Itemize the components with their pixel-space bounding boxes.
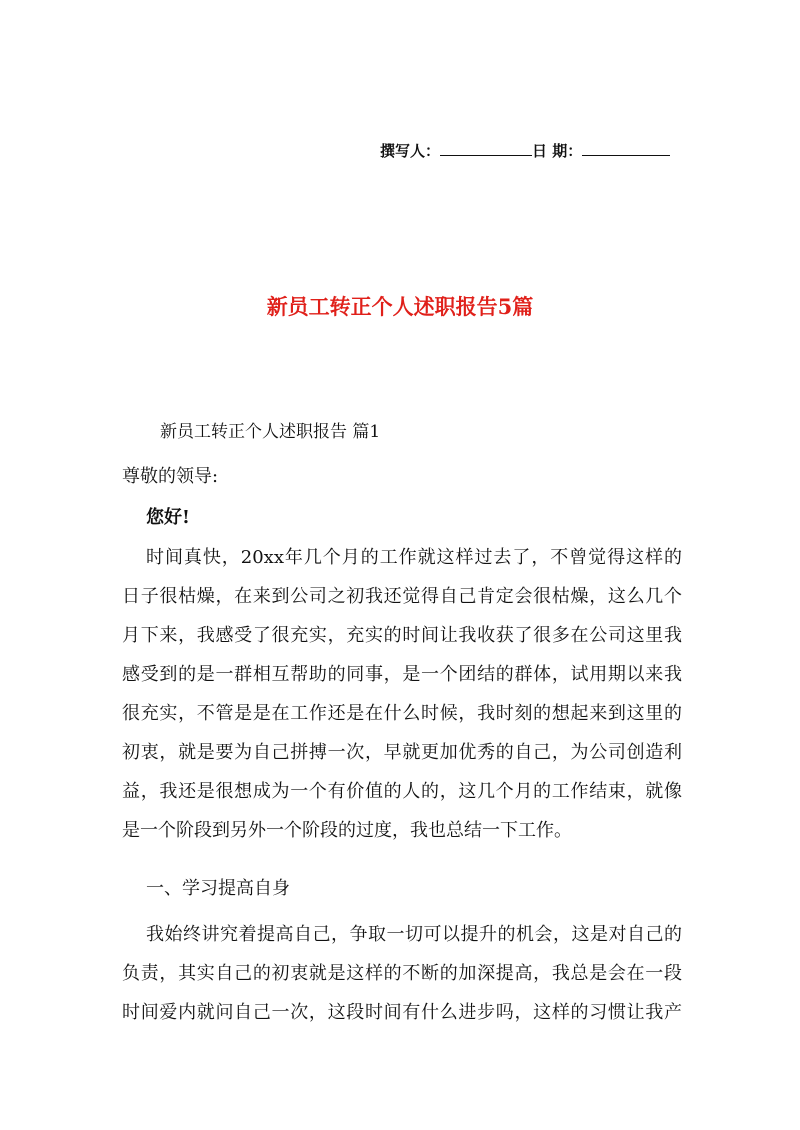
greeting: 您好!: [146, 507, 190, 528]
paragraph-line: 益，我还是很想成为一个有价值的人的，这几个月的工作结束，就像: [122, 781, 682, 802]
paragraph-line: 月下来，我感受了很充实，充实的时间让我收获了很多在公司这里我: [122, 625, 682, 646]
salutation: 尊敬的领导:: [122, 466, 219, 487]
paragraph-line: 很充实，不管是是在工作还是在什么时候，我时刻的想起来到这里的: [122, 703, 682, 724]
document-title: 新员工转正个人述职报告5篇: [266, 294, 534, 319]
paragraph-line: 日子很枯燥，在来到公司之初我还觉得自己肯定会很枯燥，这么几个: [122, 586, 682, 607]
date-blank: [582, 141, 670, 156]
paragraph-line: 时间真快，20xx年几个月的工作就这样过去了，不曾觉得这样的: [146, 547, 682, 568]
author-blank: [440, 141, 532, 156]
paragraph-line: 初衷，就是要为自己拼搏一次，早就更加优秀的自己，为公司创造利: [122, 742, 682, 763]
date-label: 日 期：: [532, 142, 583, 160]
paragraph-line: 我始终讲究着提高自己，争取一切可以提升的机会，这是对自己的: [146, 924, 682, 945]
paragraph-1: [122, 538, 682, 850]
paragraph-line: 感受到的是一群相互帮助的同事，是一个团结的群体，试用期以来我: [122, 664, 682, 685]
author-label: 撰写人：: [380, 142, 441, 160]
subheading: 一、学习提高自身: [146, 878, 290, 899]
paragraph-line: 负责，其实自己的初衷就是这样的不断的加深提高，我总是会在一段: [122, 963, 682, 984]
author-date-line: [380, 140, 680, 162]
section-heading: 新员工转正个人述职报告 篇1: [160, 422, 381, 442]
paragraph-line: 是一个阶段到另外一个阶段的过度，我也总结一下工作。: [122, 820, 572, 841]
paragraph-2: [122, 915, 682, 1032]
paragraph-line: 时间爱内就问自己一次，这段时间有什么进步吗，这样的习惯让我产: [122, 1002, 682, 1023]
